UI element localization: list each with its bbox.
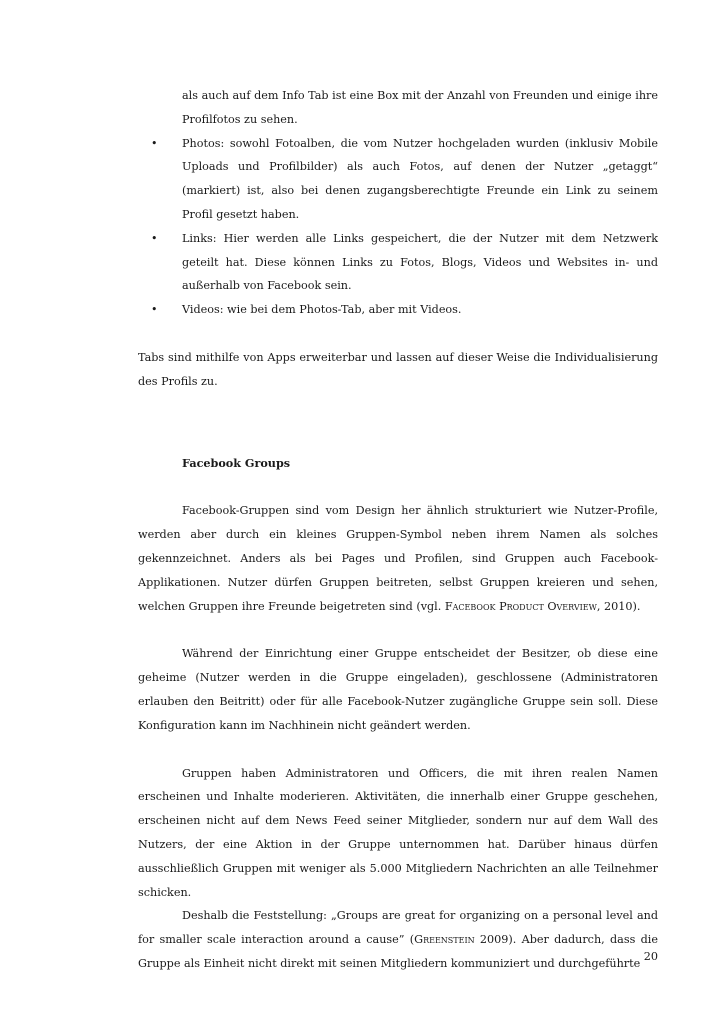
bullet-text-links: Links: Hier werden alle Links gespeichert, die der Nutzer mit dem Netzwerk geteilt hat. Diese können Links zu Fotos, Blogs, Videos und Websites in- und außerhalb von Facebook sein.: [182, 231, 658, 293]
bullet-icon: •: [151, 303, 158, 317]
tabs-paragraph: Tabs sind mithilfe von Apps erweiterbar und lassen auf dieser Weise die Individualisierung des Profils zu.: [138, 350, 658, 388]
list-item: [138, 298, 658, 322]
paragraph-text: Deshalb die Feststellung: „Groups are great for organizing on a personal level and for smaller scale interaction around a cause” (: [138, 909, 658, 947]
document-page: [138, 84, 658, 976]
bullet-icon: •: [151, 231, 158, 245]
bullet-continuation: als auch auf dem Info Tab ist eine Box mit der Anzahl von Freunden und einige ihre Profilfotos zu sehen.: [182, 89, 658, 126]
paragraph-groups-intro: [138, 499, 658, 618]
paragraph-conclusion: [138, 904, 658, 975]
bullet-icon: •: [151, 136, 158, 150]
bullet-text-photos: Photos: sowohl Fotoalben, die vom Nutzer hochgeladen wurden (inklusiv Mobile Uploads und Profilbilder) als auch Fotos, auf denen der Nutzer „getaggt“ (markiert) ist, also bei denen zugangsberechtigte Freunde ein Link zu seinem Profil gesetzt haben.: [182, 136, 658, 221]
bullet-list: [138, 132, 658, 322]
page-number: 20: [643, 950, 658, 963]
paragraph-group-admins: Gruppen haben Administratoren und Officers, die mit ihren realen Namen erscheinen und Inhalte moderieren. Aktivitäten, die innerhalb einer Gruppe geschehen, erscheinen nicht auf dem News Feed seiner Mitglieder, sondern nur auf dem Wall des Nutzers, der eine Aktion in der Gruppe unternommen hat. Darüber hinaus dürfen ausschließlich Gruppen mit weniger als 5.000 Mitgliedern Nachrichten an alle Teilnehmer schicken.: [138, 766, 658, 899]
paragraph-text-end: 2009). Aber dadurch, dass die Gruppe als Einheit nicht direkt mit seinen Mitgliedern kommuniziert und durchgeführte: [138, 933, 658, 970]
paragraph-group-types: Während der Einrichtung einer Gruppe entscheidet der Besitzer, ob diese eine geheime (Nutzer werden in die Gruppe eingeladen), geschlossene (Administratoren erlauben den Beitritt) oder für alle Facebook-Nutzer zugängliche Gruppe sein soll. Diese Konfiguration kann im Nachhinein nicht geändert werden.: [138, 647, 658, 732]
citation: Facebook Product Overview: [444, 599, 597, 613]
list-item: [138, 132, 658, 227]
list-item: [138, 227, 658, 298]
bullet-text-videos: Videos: wie bei dem Photos-Tab, aber mit Videos.: [182, 303, 462, 317]
paragraph-text-end: , 2010).: [596, 599, 641, 613]
citation: Greenstein: [414, 933, 475, 947]
paragraph-text: Facebook-Gruppen sind vom Design her ähnlich strukturiert wie Nutzer-Profile, werden aber durch ein kleines Gruppen-Symbol neben ihrem Namen als solches gekennzeichnet. Anders als bei Pages und Profilen, sind Gruppen auch Facebook-Applikationen. Nutzer dürfen Gruppen beitreten, selbst Gruppen kreieren und sehen, welchen Gruppen ihre Freunde beigetreten sind (vgl.: [138, 504, 658, 613]
section-heading: Facebook Groups: [182, 455, 291, 470]
